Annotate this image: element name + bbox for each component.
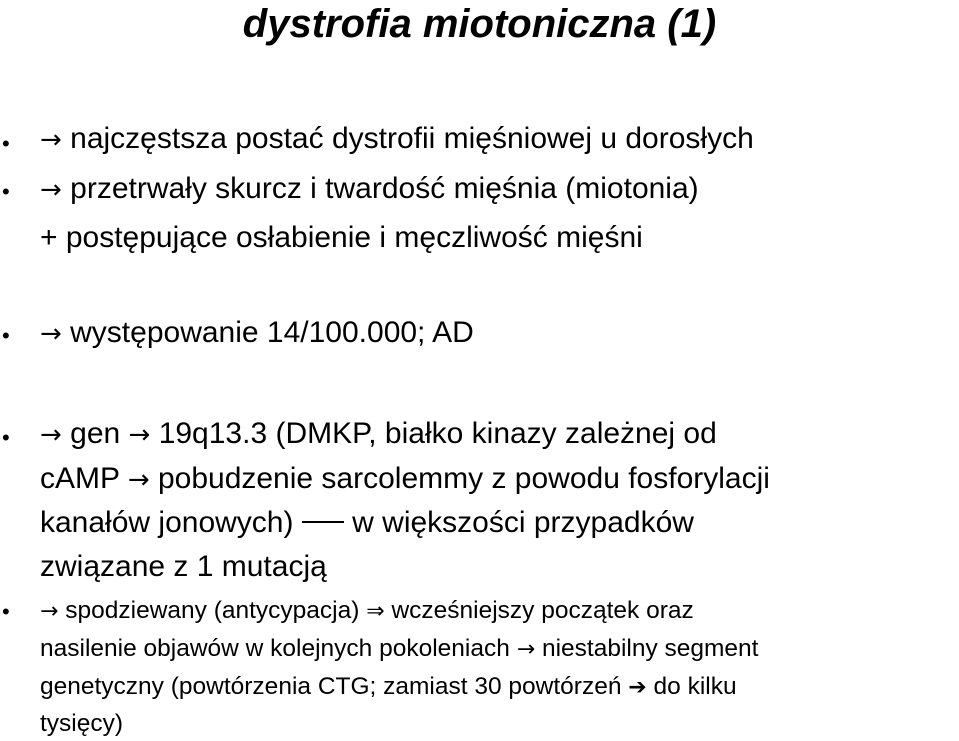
bullet-3: • [2,323,10,348]
item-4-camp: cAMP [40,462,120,495]
item-5-line-4: tysięcy) [40,710,124,737]
bullet-4: • [2,425,10,450]
arrow-right-icon: → [40,599,59,624]
arrow-right-icon: → [40,420,62,450]
arrow-right-icon: → [516,637,536,662]
item-5-line-3 [40,673,737,702]
arrow-right-icon: → [128,420,151,450]
item-3-text: występowanie 14/100.000; AD [70,316,474,349]
item-4-sarcolemma: pobudzenie sarcolemmy z powodu fosforylacji [157,462,770,495]
item-4-majority: w większości przypadków [352,506,694,539]
item-3-line-1 [40,316,474,351]
item-4-line-4: związane z 1 mutacją [40,550,327,583]
item-4-locus: 19q13.3 (DMKP, białko kinazy zależnej od [158,417,717,450]
item-5-line-2 [40,635,758,664]
item-4-line-3 [40,506,694,540]
item-1-line-1 [40,122,754,157]
bullet-5: • [2,599,10,624]
item-2-text-1: przetrwały skurcz i twardość mięśnia (miotonia) [70,172,699,205]
item-5-ctg-repeats: genetyczny (powtórzenia CTG; zamiast 30 powtórzeń [40,673,622,700]
arrow-right-icon: → [40,175,62,205]
slide-title: dystrofia miotoniczna (1) [242,2,717,46]
item-5-earlier-onset: wcześniejszy początek oraz [391,597,694,624]
double-arrow-right-icon: ⇒ [366,599,385,624]
item-2-line-1 [40,172,699,207]
item-4-channels: kanałów jonowych) [40,506,294,539]
item-4-gen: gen [70,417,121,450]
item-5-severity: nasilenie objawów w kolejnych pokoleniach [40,635,510,662]
item-4-line-1 [40,417,717,452]
arrow-right-icon: → [40,125,62,155]
item-5-to-several: do kilku [653,673,737,700]
item-1-text: najczęstsza postać dystrofii mięśniowej u dorosłych [70,122,754,155]
dash-separator [302,521,344,523]
bullet-2: • [2,179,10,204]
item-5-line-1 [40,597,694,626]
item-5-anticipation: spodziewany (antycypacja) [65,597,360,624]
arrow-right-icon: → [127,465,150,495]
arrow-right-icon: → [40,319,62,349]
item-2-line-2: + postępujące osłabienie i męczliwość mięśni [40,221,643,254]
item-4-line-2 [40,462,770,497]
bullet-1: • [2,131,10,156]
bold-arrow-right-icon: ➔ [628,675,647,700]
item-5-unstable-segment: niestabilny segment [541,635,759,662]
